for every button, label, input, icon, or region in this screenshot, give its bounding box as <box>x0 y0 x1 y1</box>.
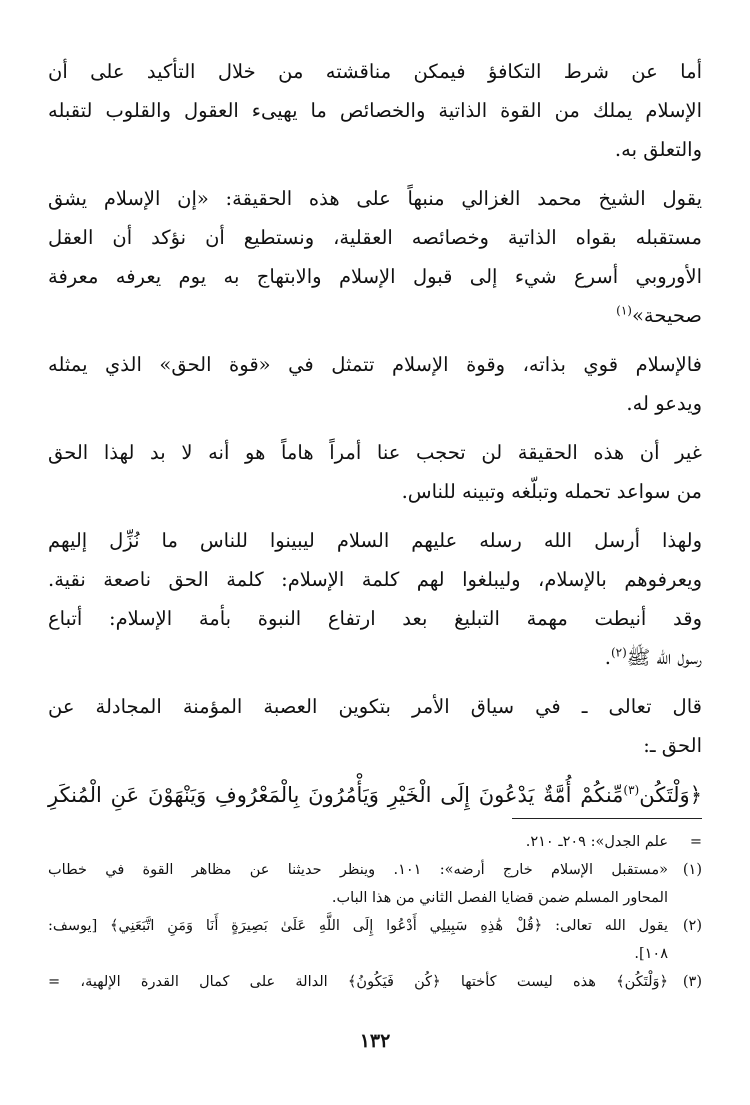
paragraph-line: قال تعالى ـ في سياق الأمر بتكوين العصبة المؤمنة المجادلة عن <box>48 695 702 718</box>
footnote-number: (٢) <box>682 918 702 934</box>
footnote-line: يقول الله تعالى: ﴿قُلْ هَٰذِهِ سَبِيلِي أَدْعُوا إِلَى اللَّهِ عَلَىٰ بَصِيرَةٍ أَنَا وَمَنِ اتَّبَعَنِي﴾ [يوسف: <box>48 918 668 934</box>
footnote-2 <box>48 912 702 968</box>
paragraph-line: ويعرفوهم بالإسلام، وليبلغوا لهم كلمة الإسلام: كلمة الحق ناصعة نقية. <box>48 568 702 591</box>
footnote-body <box>48 912 668 968</box>
footnote-reference[interactable]: (٢) <box>610 645 627 660</box>
paragraph-line: أما عن شرط التكافؤ فيمكن مناقشته من خلال التأكيد على أن <box>48 60 702 83</box>
footnote-number: (١) <box>682 862 702 878</box>
footnote-line: «مستقبل الإسلام خارج أرضه»: ١٠١. وينظر حديثنا عن مظاهر القوة في خطاب <box>48 862 668 878</box>
paragraph-line-with-ref <box>48 296 702 335</box>
paragraph-line: ويدعو له. <box>626 392 702 415</box>
quran-verse <box>48 775 702 815</box>
paragraph-line: ولهذا أرسل الله رسله عليهم السلام ليبينوا للناس ما نُزِّل إليهم <box>48 529 702 552</box>
footnote-reference[interactable]: (١) <box>616 303 632 318</box>
paragraph-line: صحيحة» <box>631 304 702 327</box>
verse-opening: ﴿وَلْتَكُن <box>639 783 702 807</box>
paragraph-2 <box>48 179 702 335</box>
paragraph-line: مستقبله بقواه الذاتية وخصائصه العقلية، ونستطيع أن نؤكد أن العقل <box>48 226 702 249</box>
sentence-end: . <box>604 646 611 669</box>
footnote-line: ﴿وَلْتَكُن﴾ هذه ليست كأختها ﴿كُن فَيَكُونُ﴾ الدالة على كمال القدرة الإلهية، = <box>48 974 668 990</box>
paragraph-line: الأوروبي أسرع شيء إلى قبول الإسلام والابتهاج به يوم يعرفه معرفة <box>48 265 702 288</box>
paragraph-line-with-ref <box>48 638 702 677</box>
paragraph-4 <box>48 433 702 511</box>
footnote-1 <box>48 856 702 912</box>
footnote-line: المحاور المسلم ضمن قضايا الفصل الثاني من هذا الباب. <box>331 890 668 906</box>
footnote-reference[interactable]: (٣) <box>623 783 640 797</box>
paragraph-3 <box>48 345 702 423</box>
footnotes <box>48 828 702 996</box>
footnote-body <box>48 828 668 856</box>
footnote-body <box>48 856 668 912</box>
paragraph-line: من سواعد تحمله وتبلّغه وتبينه للناس. <box>401 480 702 503</box>
paragraph-line: رسول الله ﷺ <box>626 646 702 669</box>
paragraph-6 <box>48 687 702 765</box>
footnote-3 <box>48 968 702 996</box>
paragraph-line: يقول الشيخ محمد الغزالي منبهاً على هذه الحقيقة: «إن الإسلام يشق <box>48 187 702 210</box>
footnote-line: علم الجدل»: ٢٠٩ـ ٢١٠. <box>525 834 668 850</box>
footnote-number: = <box>689 834 702 850</box>
paragraph-line: فالإسلام قوي بذاته، وقوة الإسلام تتمثل في «قوة الحق» الذي يمثله <box>48 353 702 376</box>
page-number: ١٣٢ <box>359 1030 391 1052</box>
paragraph-5 <box>48 521 702 677</box>
paragraph-1 <box>48 52 702 169</box>
footnote-line: ١٠٨]. <box>634 946 668 962</box>
paragraph-line: والتعلق به. <box>614 138 702 161</box>
footnote-divider <box>512 818 702 819</box>
paragraph-line: وقد أنيطت مهمة التبليغ بعد ارتفاع النبوة بأمة الإسلام: أتباع <box>48 607 702 630</box>
verse-text: مِّنكُمْ أُمَّةٌ يَدْعُونَ إِلَى الْخَيْرِ وَيَأْمُرُونَ بِالْمَعْرُوفِ وَيَنْهَوْنَ عَنِ الْمُنكَرِ <box>48 783 624 807</box>
footnote-body <box>48 968 668 996</box>
paragraph-line: الحق ـ: <box>643 734 702 757</box>
footnote-continuation <box>48 828 702 856</box>
footnote-number: (٣) <box>682 974 702 990</box>
paragraph-line: الإسلام يملك من القوة الذاتية والخصائص ما يهيىء العقول والقلوب لتقبله <box>48 99 702 122</box>
paragraph-line: غير أن هذه الحقيقة لن تحجب عنا أمراً هاماً هو أنه لا بد لهذا الحق <box>48 441 702 464</box>
